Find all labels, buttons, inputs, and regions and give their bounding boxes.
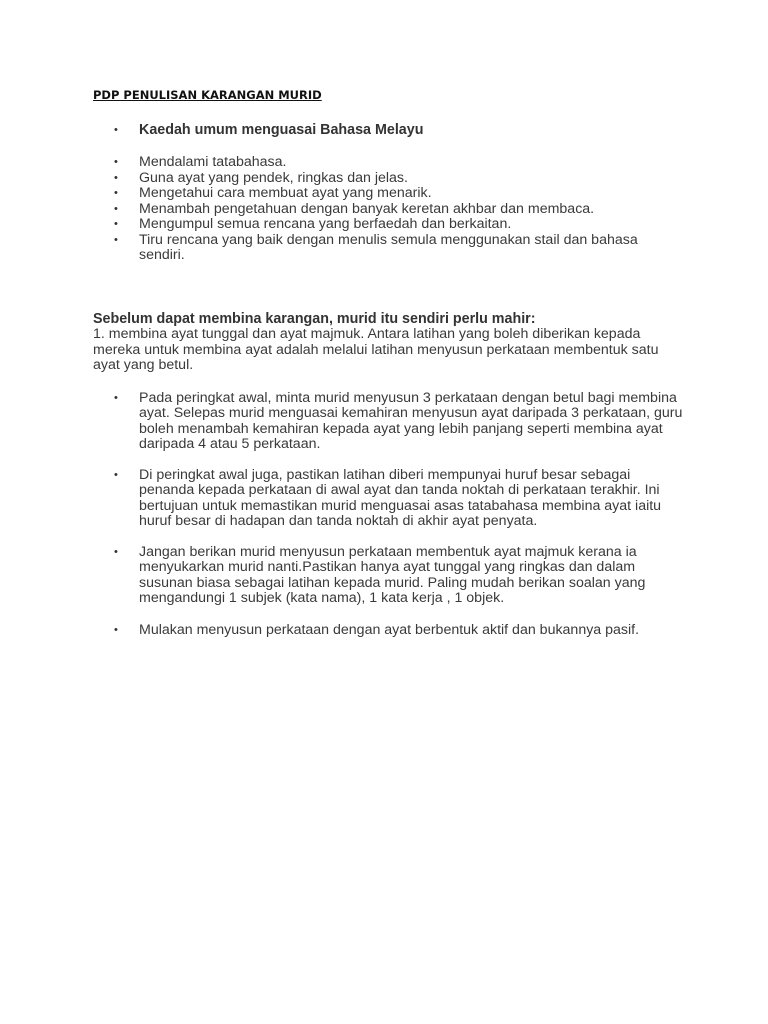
point-one-paragraph: 1. membina ayat tunggal dan ayat majmuk. Antara latihan yang boleh diberikan kepada mereka untuk membina ayat adalah melalui latihan menyusun perkataan membentuk satu ayat yang betul.: [93, 326, 659, 374]
document-title: PDP PENULISAN KARANGAN MURID: [93, 88, 322, 102]
tip-text: Jangan berikan murid menyusun perkataan membentuk ayat majmuk kerana ia menyukarkan murid nanti.Pastikan hanya ayat tunggal yang ringkas dan dalam susunan biasa sebagai latihan kepada murid. Paling mudah berikan soalan yang mengandungi 1 subjek (kata nama), 1 kata kerja , 1 objek.: [139, 544, 646, 607]
bullet-icon: •: [114, 392, 118, 404]
method-text: Mengetahui cara membuat ayat yang menarik.: [139, 185, 432, 201]
tip-text: Mulakan menyusun perkataan dengan ayat berbentuk aktif dan bukannya pasif.: [139, 622, 640, 638]
method-text: Mengumpul semua rencana yang berfaedah dan berkaitan.: [139, 216, 512, 232]
bullet-icon: •: [114, 202, 118, 215]
bullet-icon: •: [114, 156, 118, 168]
bullet-icon: •: [114, 233, 118, 246]
method-text: Tiru rencana yang baik dengan menulis semula menggunakan stail dan bahasa sendiri.: [139, 231, 638, 263]
method-text: Mendalami tatabahasa.: [139, 154, 287, 170]
bullet-icon: •: [114, 187, 118, 199]
bullet-icon: •: [114, 218, 118, 230]
bullet-icon: •: [114, 171, 118, 184]
bullet-icon: •: [114, 546, 118, 558]
methods-heading: Kaedah umum menguasai Bahasa Melayu: [139, 122, 424, 138]
bullet-icon: •: [114, 124, 118, 136]
bullet-icon: •: [114, 469, 118, 481]
section-heading: Sebelum dapat membina karangan, murid itu sendiri perlu mahir:: [93, 311, 536, 327]
method-text: Guna ayat yang pendek, ringkas dan jelas.: [139, 169, 408, 186]
tip-text: Pada peringkat awal, minta murid menyusun 3 perkataan dengan betul bagi membina ayat. Selepas murid menguasai kemahiran menyusun ayat daripada 3 perkataan, guru boleh menambah kemahiran kepada ayat yang lebih panjang seperti membina ayat daripada 4 atau 5 perkataan.: [139, 390, 683, 453]
method-text: Menambah pengetahuan dengan banyak keretan akhbar dan membaca.: [139, 200, 595, 217]
tip-text: Di peringkat awal juga, pastikan latihan diberi mempunyai huruf besar sebagai penanda kepada perkataan di awal ayat dan tanda noktah di perkataan terakhir. Ini bertujuan untuk memastikan murid menguasai asas tatabahasa membina ayat iaitu huruf besar di hadapan dan tanda noktah di akhir ayat penyata.: [139, 467, 662, 530]
bullet-icon: •: [114, 624, 118, 636]
